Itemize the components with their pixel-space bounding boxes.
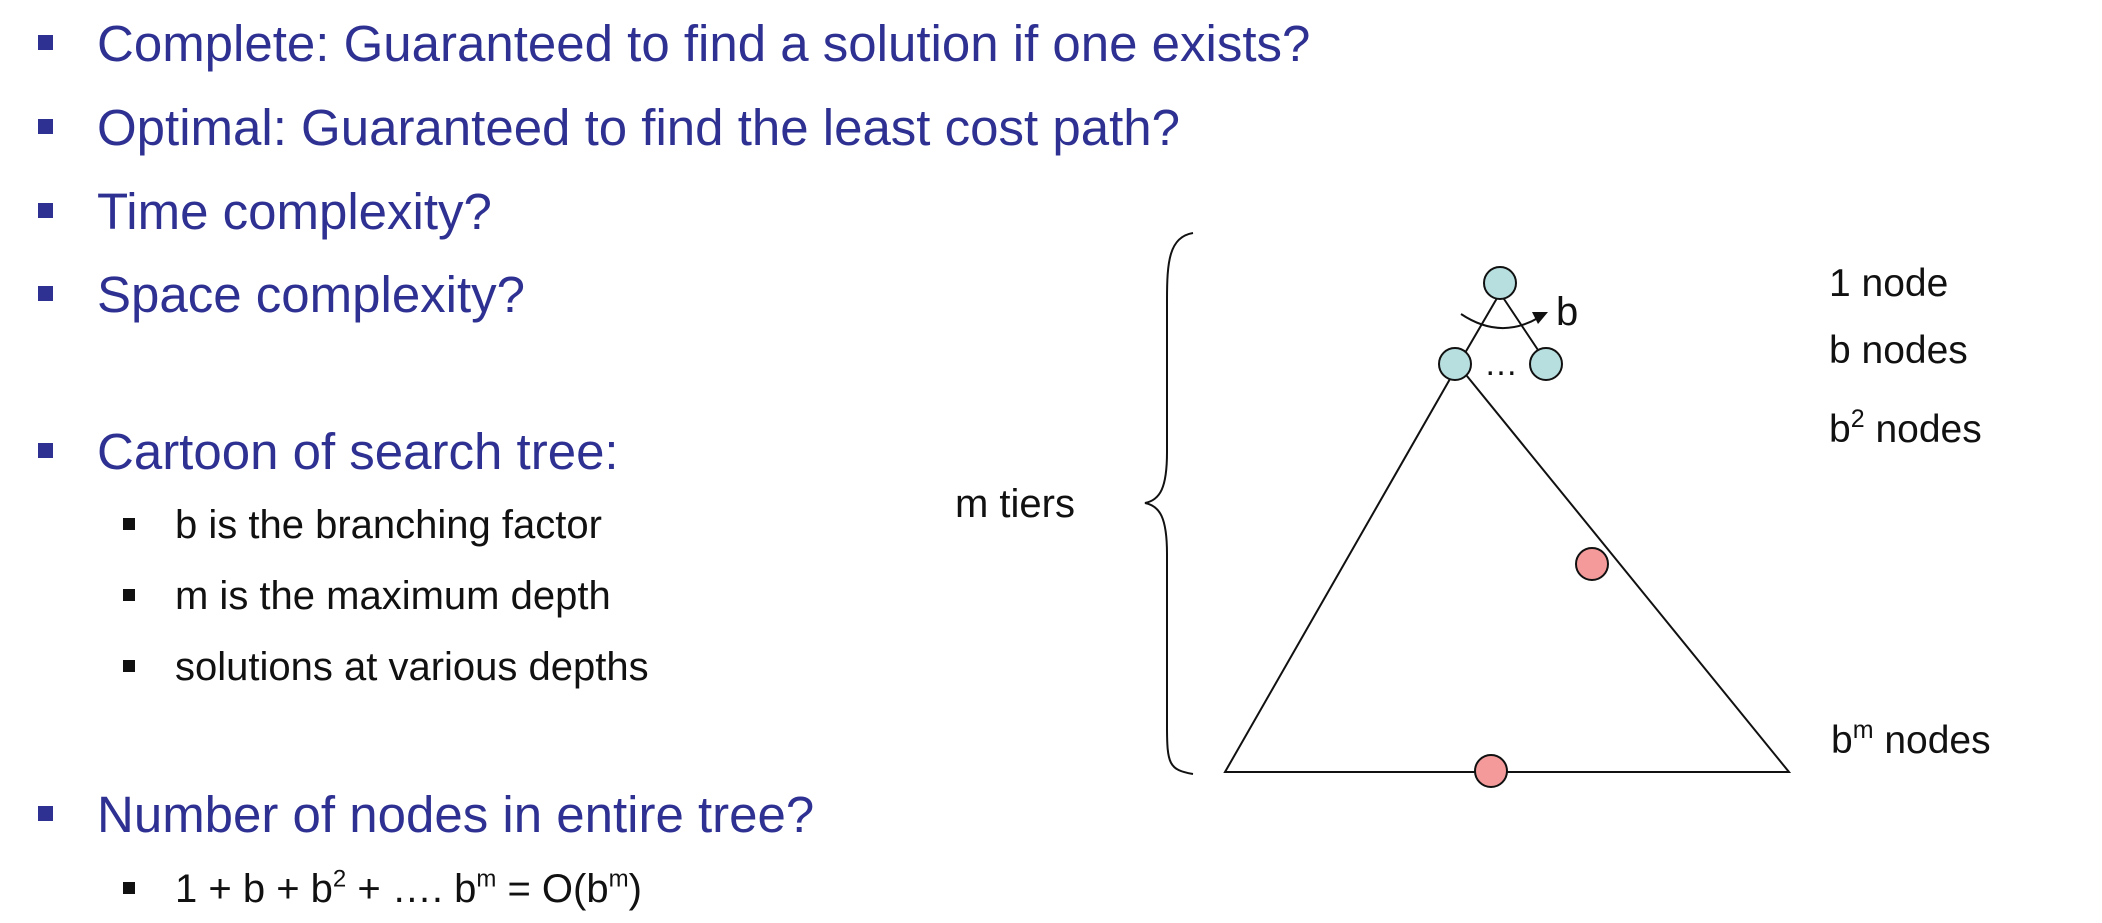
child-node-left bbox=[1439, 348, 1471, 380]
question-complete: Complete: Guaranteed to find a solution if one exists? bbox=[97, 15, 1311, 72]
level-1-text: node bbox=[1850, 262, 1949, 305]
question-space: Space complexity? bbox=[97, 266, 526, 323]
question-number: Number of nodes in entire tree? bbox=[97, 786, 815, 843]
formula-exponent: m bbox=[476, 865, 497, 893]
solution-node-bottom bbox=[1475, 755, 1507, 787]
level-2-label bbox=[1829, 329, 1968, 372]
question-cartoon: Cartoon of search tree: bbox=[97, 423, 619, 480]
level-3-text: nodes bbox=[1864, 408, 1982, 451]
question-optimal: Optimal: Guaranteed to find the least cost path? bbox=[97, 99, 1180, 156]
formula-part: = O(b bbox=[496, 867, 609, 911]
level-m-label bbox=[1831, 716, 1991, 762]
formula-part: ) bbox=[628, 867, 642, 911]
curly-brace bbox=[1145, 233, 1193, 774]
level-1-prefix: 1 bbox=[1829, 262, 1851, 305]
level-m-exponent: m bbox=[1852, 716, 1874, 744]
level-m-text: nodes bbox=[1873, 719, 1991, 762]
level-3-prefix: b bbox=[1829, 408, 1851, 451]
question-time: Time complexity? bbox=[97, 183, 492, 240]
branching-label: b bbox=[1556, 290, 1579, 334]
tiers-label: m tiers bbox=[955, 482, 1075, 526]
formula-part: 1 + b + b bbox=[175, 867, 333, 911]
root-node bbox=[1484, 267, 1516, 299]
level-m-prefix: b bbox=[1831, 719, 1853, 762]
formula-exponent: 2 bbox=[332, 865, 347, 893]
formula-part: + …. b bbox=[346, 867, 477, 911]
level-2-text: nodes bbox=[1850, 329, 1968, 372]
formula-exponent: m bbox=[608, 865, 629, 893]
ellipsis: … bbox=[1484, 345, 1518, 383]
solution-node-mid bbox=[1576, 548, 1608, 580]
arrowhead-icon bbox=[1532, 312, 1548, 324]
level-3-exponent: 2 bbox=[1850, 405, 1865, 433]
child-node-right bbox=[1530, 348, 1562, 380]
cartoon-item-branching: b is the branching factor bbox=[175, 503, 602, 547]
level-3-label bbox=[1829, 405, 1982, 451]
tree-triangle bbox=[1225, 365, 1789, 772]
branching-arc bbox=[1461, 314, 1538, 328]
level-2-prefix: b bbox=[1829, 329, 1851, 372]
cartoon-item-solutions: solutions at various depths bbox=[175, 645, 649, 689]
cartoon-item-depth: m is the maximum depth bbox=[175, 574, 611, 618]
level-1-label bbox=[1829, 262, 1948, 305]
